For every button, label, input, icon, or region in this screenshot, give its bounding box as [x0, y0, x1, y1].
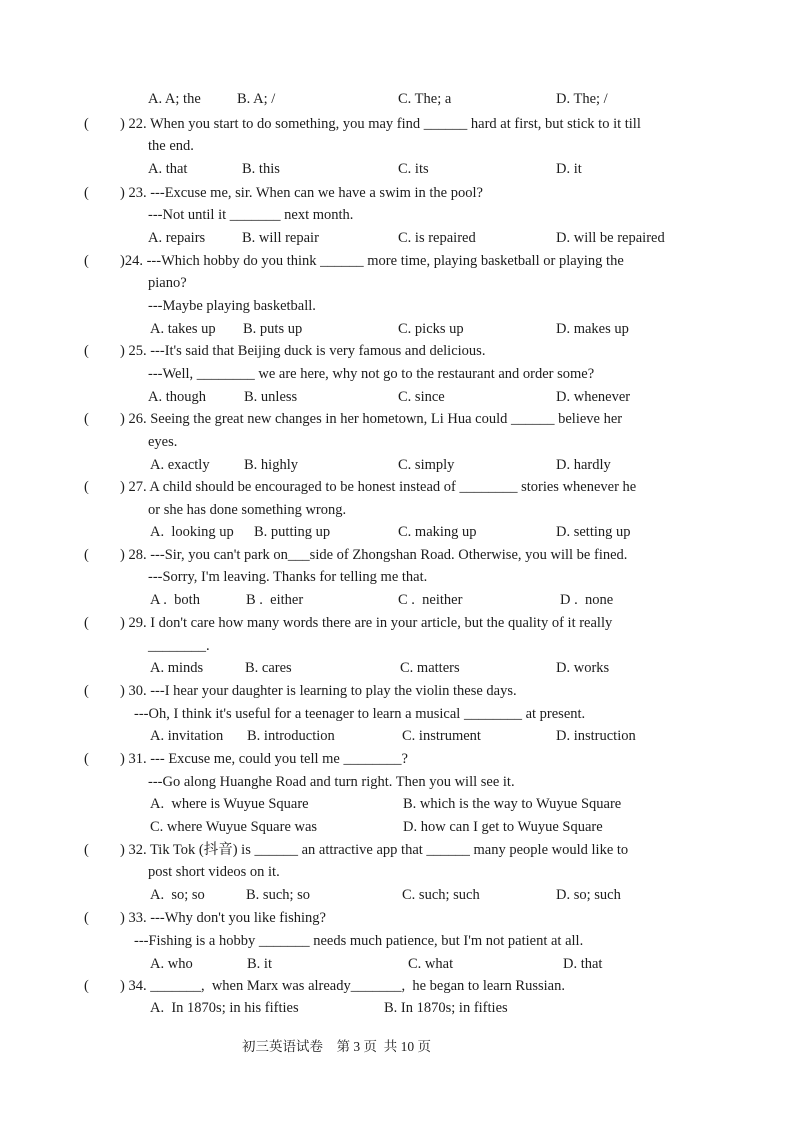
question-stem: ) 28. ---Sir, you can't park on___side of Zhongshan Road. Otherwise, you will be fined.: [120, 547, 628, 563]
question-stem: ---Not until it _______ next month.: [148, 207, 354, 223]
question-stem: )24. ---Which hobby do you think ______ more time, playing basketball or playing the: [120, 253, 624, 269]
question-stem: ---Oh, I think it's useful for a teenager to learn a musical ________ at present.: [134, 706, 586, 722]
option-b: B. cares: [245, 660, 292, 676]
question-stem: piano?: [148, 275, 187, 291]
option-a: A. so; so: [150, 887, 205, 903]
question-stem: ) 23. ---Excuse me, sir. When can we have a swim in the pool?: [120, 185, 483, 201]
answer-paren: (: [84, 910, 89, 926]
option-b: B. highly: [244, 457, 298, 473]
option-c: C. is repaired: [398, 230, 476, 246]
option-b: B. putting up: [254, 524, 331, 540]
option-a: A. that: [148, 161, 188, 177]
question-stem: the end.: [148, 138, 194, 154]
option-b: B. puts up: [243, 321, 303, 337]
option-c: C. making up: [398, 524, 477, 540]
option-b: B. In 1870s; in fifties: [384, 1000, 508, 1016]
option-b: B. it: [247, 956, 272, 972]
question-stem: ) 32. Tik Tok (抖音) is ______ an attractive app that ______ many people would like to: [120, 842, 629, 858]
question-stem: ) 31. --- Excuse me, could you tell me ________?: [120, 751, 408, 767]
option-d: D. that: [563, 956, 603, 972]
option-a: A. exactly: [150, 457, 210, 473]
answer-paren: (: [84, 751, 89, 767]
option-d: D. hardly: [556, 457, 611, 473]
option-c: C. simply: [398, 457, 455, 473]
answer-paren: (: [84, 842, 89, 858]
option-a: A. where is Wuyue Square: [150, 796, 309, 812]
question-stem: ________.: [148, 638, 210, 654]
option-a: A. In 1870s; in his fifties: [150, 1000, 299, 1016]
q21-option-d: D. The; /: [556, 91, 608, 107]
option-c: C. its: [398, 161, 429, 177]
option-b: B. such; so: [246, 887, 311, 903]
option-a: A. looking up: [150, 524, 234, 540]
option-a: A. who: [150, 956, 193, 972]
option-c: C. instrument: [402, 728, 481, 744]
question-stem: ---Sorry, I'm leaving. Thanks for telling me that.: [148, 569, 428, 585]
question-stem: ) 22. When you start to do something, you may find ______ hard at first, but stick to it till: [120, 116, 641, 132]
option-b: B . either: [246, 592, 304, 608]
option-d: D . none: [560, 592, 614, 608]
q21-option-b: B. A; /: [237, 91, 276, 107]
option-b: B. unless: [244, 389, 298, 405]
option-b: B. will repair: [242, 230, 319, 246]
option-d: D. works: [556, 660, 610, 676]
option-d: D. whenever: [556, 389, 631, 405]
answer-paren: (: [84, 185, 89, 201]
page-footer: 初三英语试卷 第 3 页 共 10 页: [242, 1039, 431, 1054]
question-stem: ---Go along Huanghe Road and turn right. Then you will see it.: [148, 774, 515, 790]
question-stem: ) 26. Seeing the great new changes in her hometown, Li Hua could ______ believe her: [120, 411, 623, 427]
option-a: A. though: [148, 389, 206, 405]
option-c: C . neither: [398, 592, 463, 608]
option-d: D. setting up: [556, 524, 631, 540]
option-d: D. makes up: [556, 321, 629, 337]
option-a: A. invitation: [150, 728, 224, 744]
question-stem: or she has done something wrong.: [148, 502, 347, 518]
option-d: D. will be repaired: [556, 230, 665, 246]
question-stem: ---Fishing is a hobby _______ needs much patience, but I'm not patient at all.: [134, 933, 584, 949]
option-c: C. such; such: [402, 887, 480, 903]
question-stem: eyes.: [148, 434, 178, 450]
option-b: B. which is the way to Wuyue Square: [403, 796, 622, 812]
option-a: A . both: [150, 592, 200, 608]
question-stem: ) 29. I don't care how many words there are in your article, but the quality of it really: [120, 615, 613, 631]
answer-paren: (: [84, 116, 89, 132]
question-stem: post short videos on it.: [148, 864, 280, 880]
option-c: C. what: [408, 956, 454, 972]
option-b: B. this: [242, 161, 280, 177]
answer-paren: (: [84, 411, 89, 427]
option-d: D. it: [556, 161, 582, 177]
answer-paren: (: [84, 978, 89, 994]
question-stem: ) 27. A child should be encouraged to be honest instead of ________ stories whenever he: [120, 479, 637, 495]
question-stem: ---Maybe playing basketball.: [148, 298, 316, 314]
question-stem: ) 33. ---Why don't you like fishing?: [120, 910, 326, 926]
answer-paren: (: [84, 683, 89, 699]
option-c: C. matters: [400, 660, 460, 676]
q21-option-c: C. The; a: [398, 91, 452, 107]
option-c: C. since: [398, 389, 445, 405]
question-stem: ---Well, ________ we are here, why not go to the restaurant and order some?: [148, 366, 595, 382]
option-c: C. where Wuyue Square was: [150, 819, 318, 835]
answer-paren: (: [84, 615, 89, 631]
option-a: A. takes up: [150, 321, 216, 337]
answer-paren: (: [84, 343, 89, 359]
option-a: A. minds: [150, 660, 204, 676]
answer-paren: (: [84, 547, 89, 563]
question-stem: ) 34. _______, when Marx was already_______, he began to learn Russian.: [120, 978, 565, 994]
question-stem: ) 25. ---It's said that Beijing duck is very famous and delicious.: [120, 343, 486, 359]
question-stem: ) 30. ---I hear your daughter is learning to play the violin these days.: [120, 683, 517, 699]
answer-paren: (: [84, 253, 89, 269]
option-d: D. instruction: [556, 728, 636, 744]
option-d: D. so; such: [556, 887, 621, 903]
q21-option-a: A. A; the: [148, 91, 201, 107]
option-d: D. how can I get to Wuyue Square: [403, 819, 603, 835]
answer-paren: (: [84, 479, 89, 495]
option-b: B. introduction: [247, 728, 335, 744]
option-c: C. picks up: [398, 321, 464, 337]
option-a: A. repairs: [148, 230, 206, 246]
